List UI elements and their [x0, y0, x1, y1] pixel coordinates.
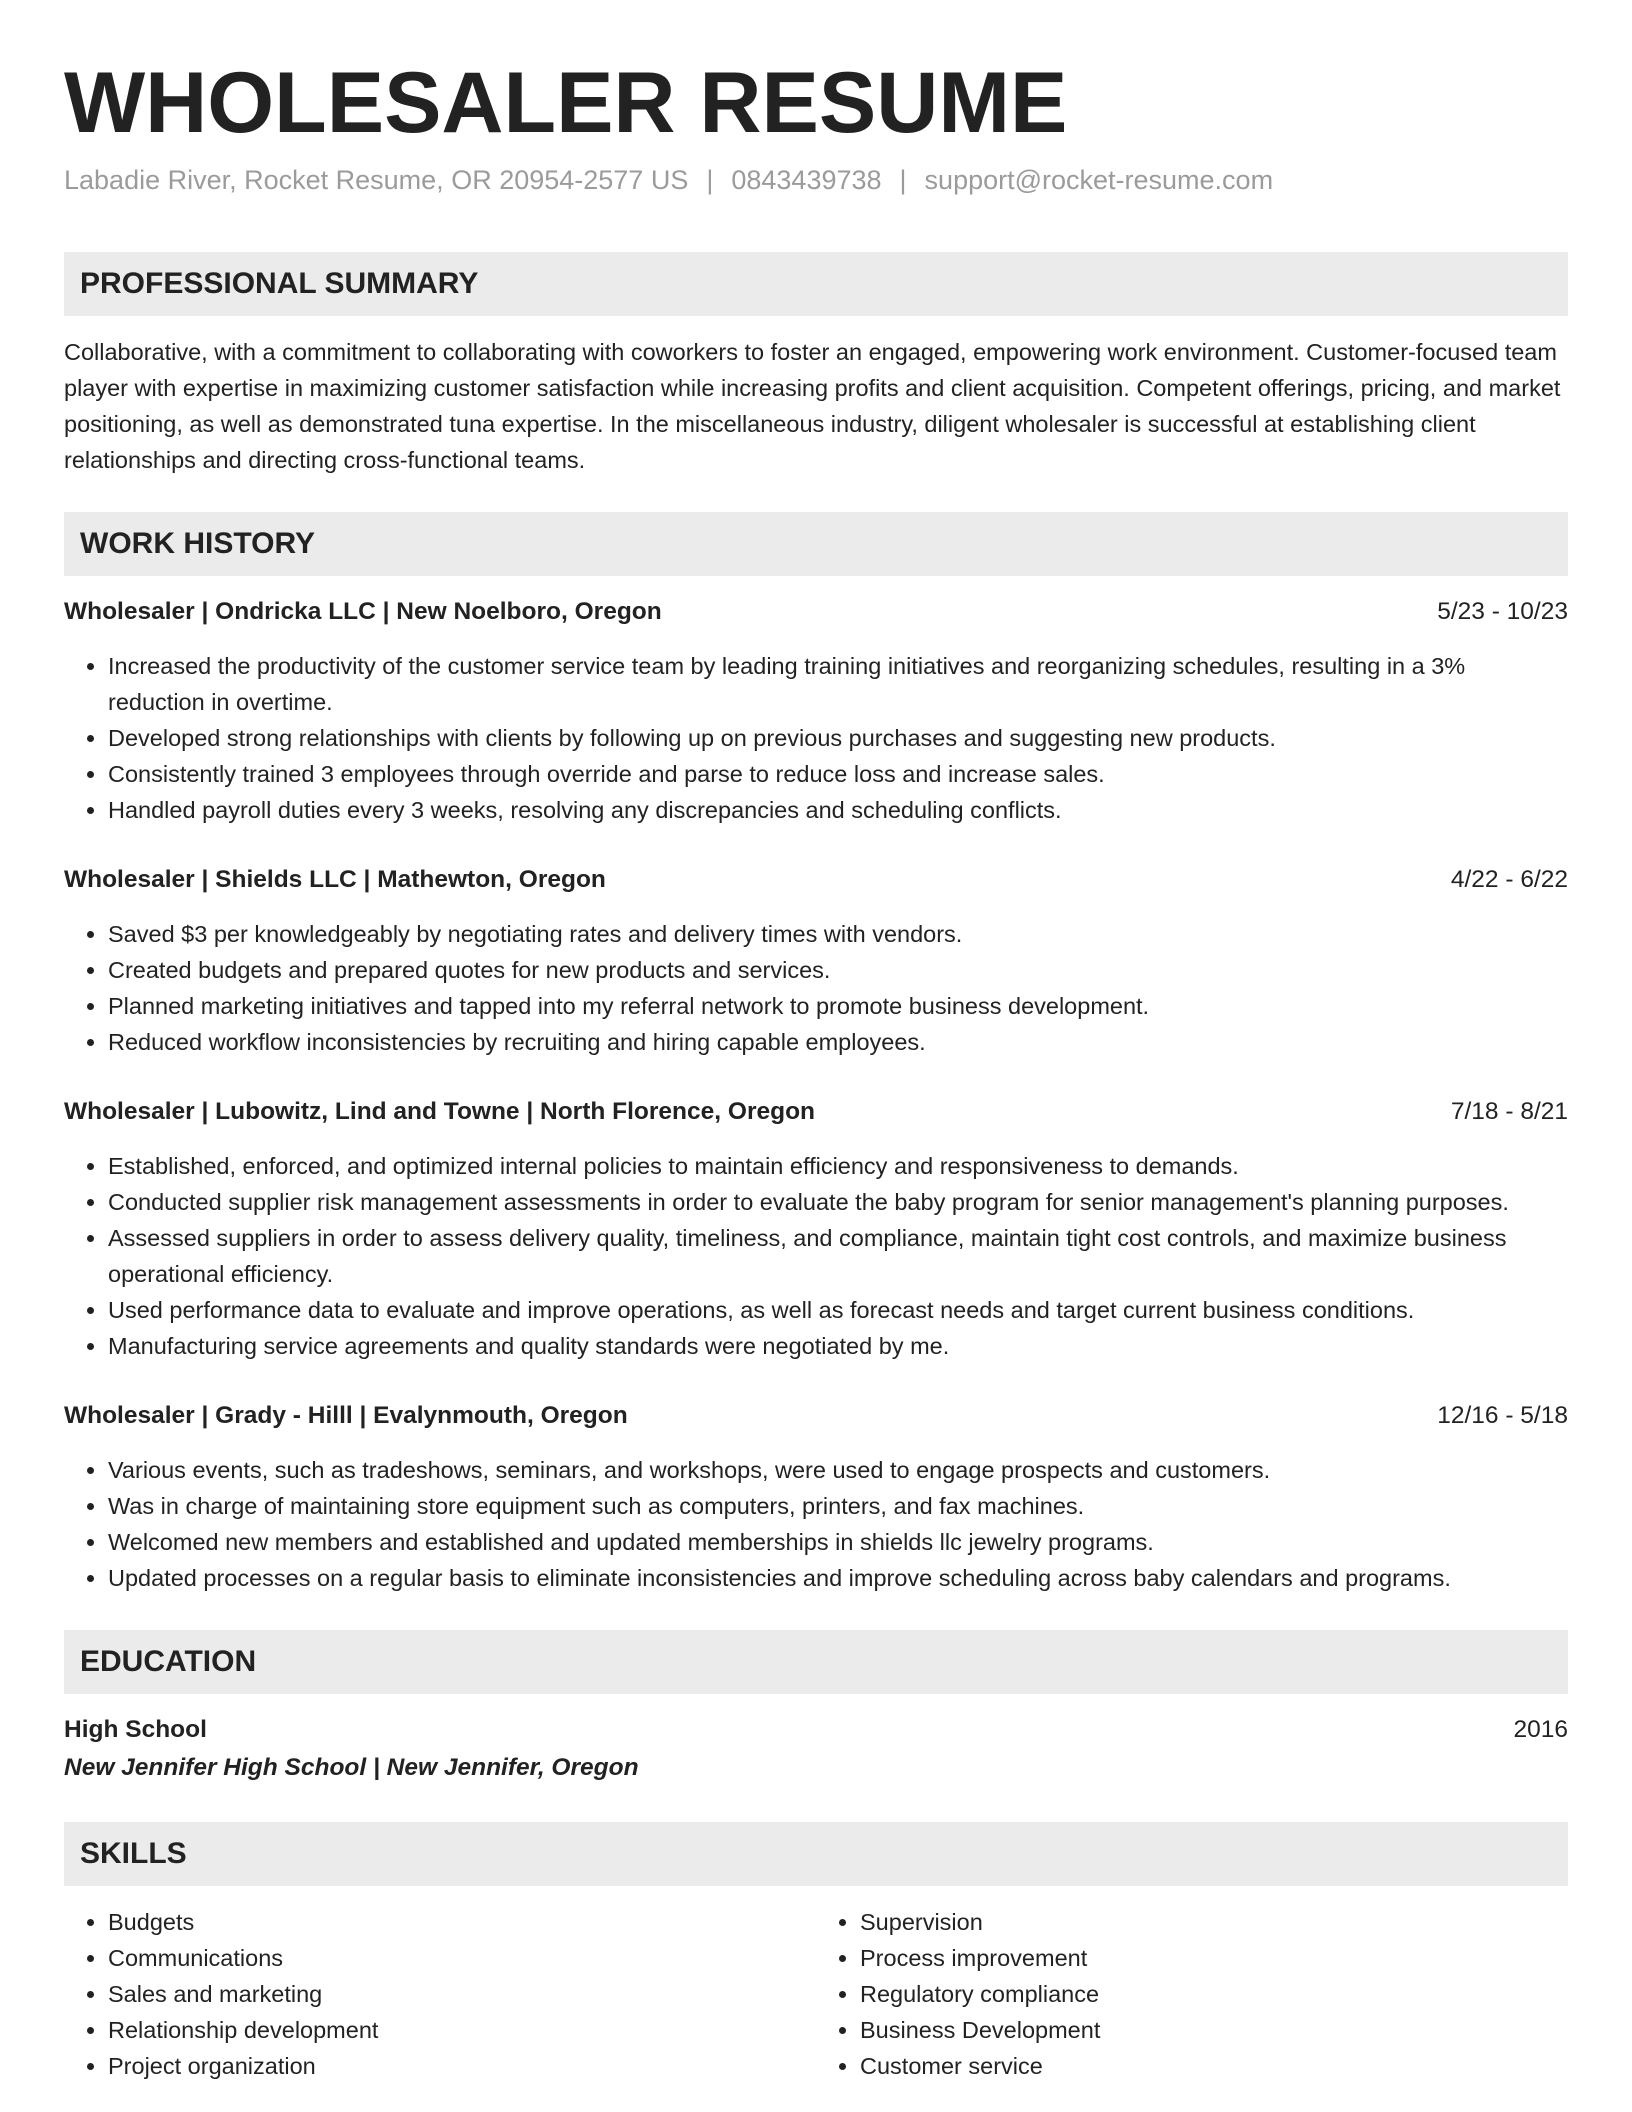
job-dates: 4/22 - 6/22	[1450, 865, 1568, 893]
job-bullets	[64, 916, 1568, 1060]
contact-address: Labadie River, Rocket Resume, OR 20954-2577 US	[64, 164, 689, 195]
job-header	[64, 862, 1568, 898]
skill-item: • Process improvement	[860, 1940, 1568, 1976]
job-header	[64, 1094, 1568, 1130]
skill-item: • Regulatory compliance	[860, 1976, 1568, 2012]
skill-item: • Customer service	[860, 2048, 1568, 2084]
job-entry	[64, 862, 1568, 1060]
education-year: 2016	[1513, 1715, 1568, 1743]
contact-email: support@rocket-resume.com	[924, 164, 1274, 195]
job-bullet: • Conducted supplier risk management assessments in order to evaluate the baby program for senior management's planning purposes.	[108, 1184, 1568, 1220]
skill-item: • Project organization	[108, 2048, 816, 2084]
education-entry	[64, 1712, 1568, 1788]
job-bullet: • Handled payroll duties every 3 weeks, resolving any discrepancies and scheduling conflicts.	[108, 792, 1568, 828]
skills-column-right	[816, 1904, 1568, 2084]
skill-item: • Relationship development	[108, 2012, 816, 2048]
job-bullet: • Various events, such as tradeshows, seminars, and workshops, were used to engage prospects and customers.	[108, 1452, 1568, 1488]
summary-section-header: PROFESSIONAL SUMMARY	[64, 252, 1568, 316]
job-title: Wholesaler | Grady - Hilll | Evalynmouth, Oregon	[64, 1401, 628, 1429]
job-bullet: • Established, enforced, and optimized internal policies to maintain efficiency and responsiveness to demands.	[108, 1148, 1568, 1184]
job-entry	[64, 1094, 1568, 1364]
job-title: Wholesaler | Shields LLC | Mathewton, Oregon	[64, 865, 606, 893]
job-bullets	[64, 648, 1568, 828]
job-bullet: • Updated processes on a regular basis to eliminate inconsistencies and improve scheduling across baby calendars and programs.	[108, 1560, 1568, 1596]
education-degree: High School	[64, 1715, 207, 1743]
job-dates: 7/18 - 8/21	[1450, 1097, 1568, 1125]
job-bullet: • Planned marketing initiatives and tapped into my referral network to promote business development.	[108, 988, 1568, 1024]
job-title: Wholesaler | Ondricka LLC | New Noelboro, Oregon	[64, 597, 662, 625]
job-bullet: • Increased the productivity of the customer service team by leading training initiatives and reorganizing schedules, resulting in a 3% reduction in overtime.	[108, 648, 1568, 720]
job-dates: 5/23 - 10/23	[1437, 597, 1568, 625]
contact-phone: 0843439738	[731, 164, 882, 195]
job-bullet: • Used performance data to evaluate and improve operations, as well as forecast needs and target current business conditions.	[108, 1292, 1568, 1328]
job-dates: 12/16 - 5/18	[1437, 1401, 1568, 1429]
job-bullet: • Created budgets and prepared quotes for new products and services.	[108, 952, 1568, 988]
job-bullet: • Developed strong relationships with clients by following up on previous purchases and suggesting new products.	[108, 720, 1568, 756]
job-bullets	[64, 1148, 1568, 1364]
job-bullet: • Manufacturing service agreements and quality standards were negotiated by me.	[108, 1328, 1568, 1364]
education-school: New Jennifer High School | New Jennifer, Oregon	[64, 1753, 639, 1781]
job-header	[64, 1398, 1568, 1434]
skills-column-left	[64, 1904, 816, 2084]
skill-item: • Communications	[108, 1940, 816, 1976]
job-bullet: • Reduced workflow inconsistencies by recruiting and hiring capable employees.	[108, 1024, 1568, 1060]
skills-list	[64, 1904, 1568, 2084]
job-bullets	[64, 1452, 1568, 1596]
education-section-header: EDUCATION	[64, 1630, 1568, 1694]
job-bullet: • Consistently trained 3 employees through override and parse to reduce loss and increase sales.	[108, 756, 1568, 792]
job-entry	[64, 1398, 1568, 1596]
work-section-header: WORK HISTORY	[64, 512, 1568, 576]
education-header	[64, 1712, 1568, 1748]
job-header	[64, 594, 1568, 630]
job-bullet: • Welcomed new members and established and updated memberships in shields llc jewelry programs.	[108, 1524, 1568, 1560]
skills-section-header: SKILLS	[64, 1822, 1568, 1886]
job-title: Wholesaler | Lubowitz, Lind and Towne | North Florence, Oregon	[64, 1097, 815, 1125]
contact-line	[64, 165, 1568, 196]
skill-item: • Supervision	[860, 1904, 1568, 1940]
skill-item: • Sales and marketing	[108, 1976, 816, 2012]
job-bullet: • Was in charge of maintaining store equipment such as computers, printers, and fax machines.	[108, 1488, 1568, 1524]
contact-separator: |	[899, 164, 907, 195]
job-entry	[64, 594, 1568, 828]
resume-title: WHOLESALER RESUME	[64, 55, 1068, 151]
job-bullet: • Assessed suppliers in order to assess delivery quality, timeliness, and compliance, maintain tight cost controls, and maximize business operational efficiency.	[108, 1220, 1568, 1292]
skill-item: • Budgets	[108, 1904, 816, 1940]
skill-item: • Business Development	[860, 2012, 1568, 2048]
contact-separator: |	[706, 164, 714, 195]
summary-text: Collaborative, with a commitment to collaborating with coworkers to foster an engaged, empowering work environment. Customer-focused team player with expertise in maximizing customer satisfaction while increasing profits and client acquisition. Competent offerings, pricing, and market positioning, as well as demonstrated tuna expertise. In the miscellaneous industry, diligent wholesaler is successful at establishing client relationships and directing cross-functional teams.	[64, 338, 1561, 473]
job-bullet: • Saved $3 per knowledgeably by negotiating rates and delivery times with vendors.	[108, 916, 1568, 952]
